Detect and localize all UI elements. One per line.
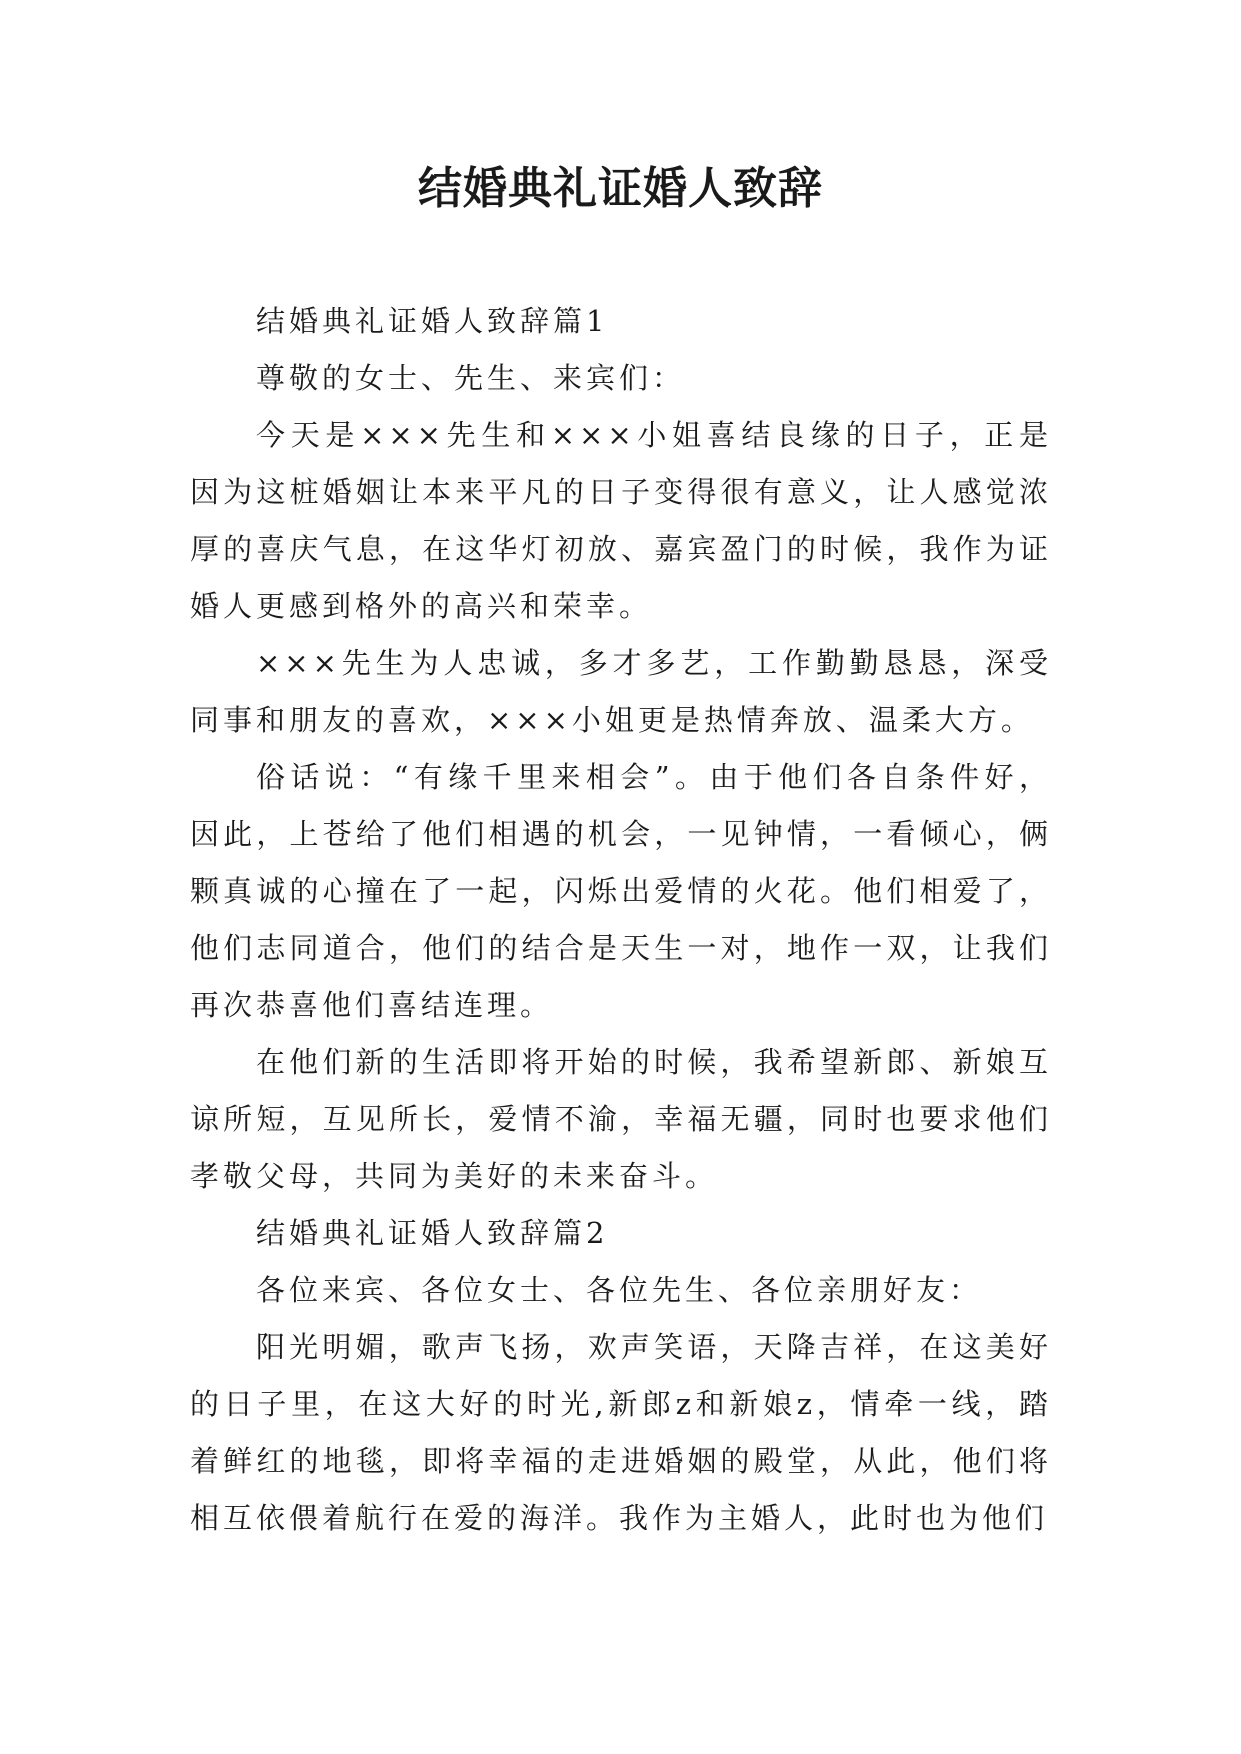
salutation-1: 尊敬的女士、先生、来宾们： [256,361,686,395]
paragraph-1: 今天是×××先生和×××小姐喜结良缘的日子，正是因为这桩婚姻让本来平凡的日子变得很有意义，让人感觉浓厚的喜庆气息，在这华灯初放、嘉宾盈门的时候，我作为证婚人更感到格外的高兴和荣幸。 [190,418,1052,623]
document-body [190,293,1052,1547]
paragraph-4: 在他们新的生活即将开始的时候，我希望新郎、新娘互谅所短，互见所长，爱情不渝，幸福无疆，同时也要求他们孝敬父母，共同为美好的未来奋斗。 [190,1045,1052,1193]
paragraph-2: ×××先生为人忠诚，多才多艺，工作勤勤恳恳，深受同事和朋友的喜欢，×××小姐更是热情奔放、温柔大方。 [190,646,1052,737]
document-title: 结婚典礼证婚人致辞 [418,163,823,214]
section-heading-2: 结婚典礼证婚人致辞篇2 [256,1216,609,1250]
salutation-2: 各位来宾、各位女士、各位先生、各位亲朋好友： [256,1273,983,1307]
section-heading-1: 结婚典礼证婚人致辞篇1 [256,304,609,338]
paragraph-3: 俗话说：“有缘千里来相会”。由于他们各自条件好，因此，上苍给了他们相遇的机会，一见钟情，一看倾心，俩颗真诚的心撞在了一起，闪烁出爱情的火花。他们相爱了，他们志同道合，他们的结合是天生一对，地作一双，让我们再次恭喜他们喜结连理。 [190,760,1052,1022]
paragraph-5: 阳光明媚，歌声飞扬，欢声笑语，天降吉祥，在这美好的日子里，在这大好的时光,新郎z和新娘z，情牵一线，踏着鲜红的地毯，即将幸福的走进婚姻的殿堂，从此，他们将相互依偎着航行在爱的海洋。我作为主婚人，此时也为他们 [190,1330,1052,1535]
